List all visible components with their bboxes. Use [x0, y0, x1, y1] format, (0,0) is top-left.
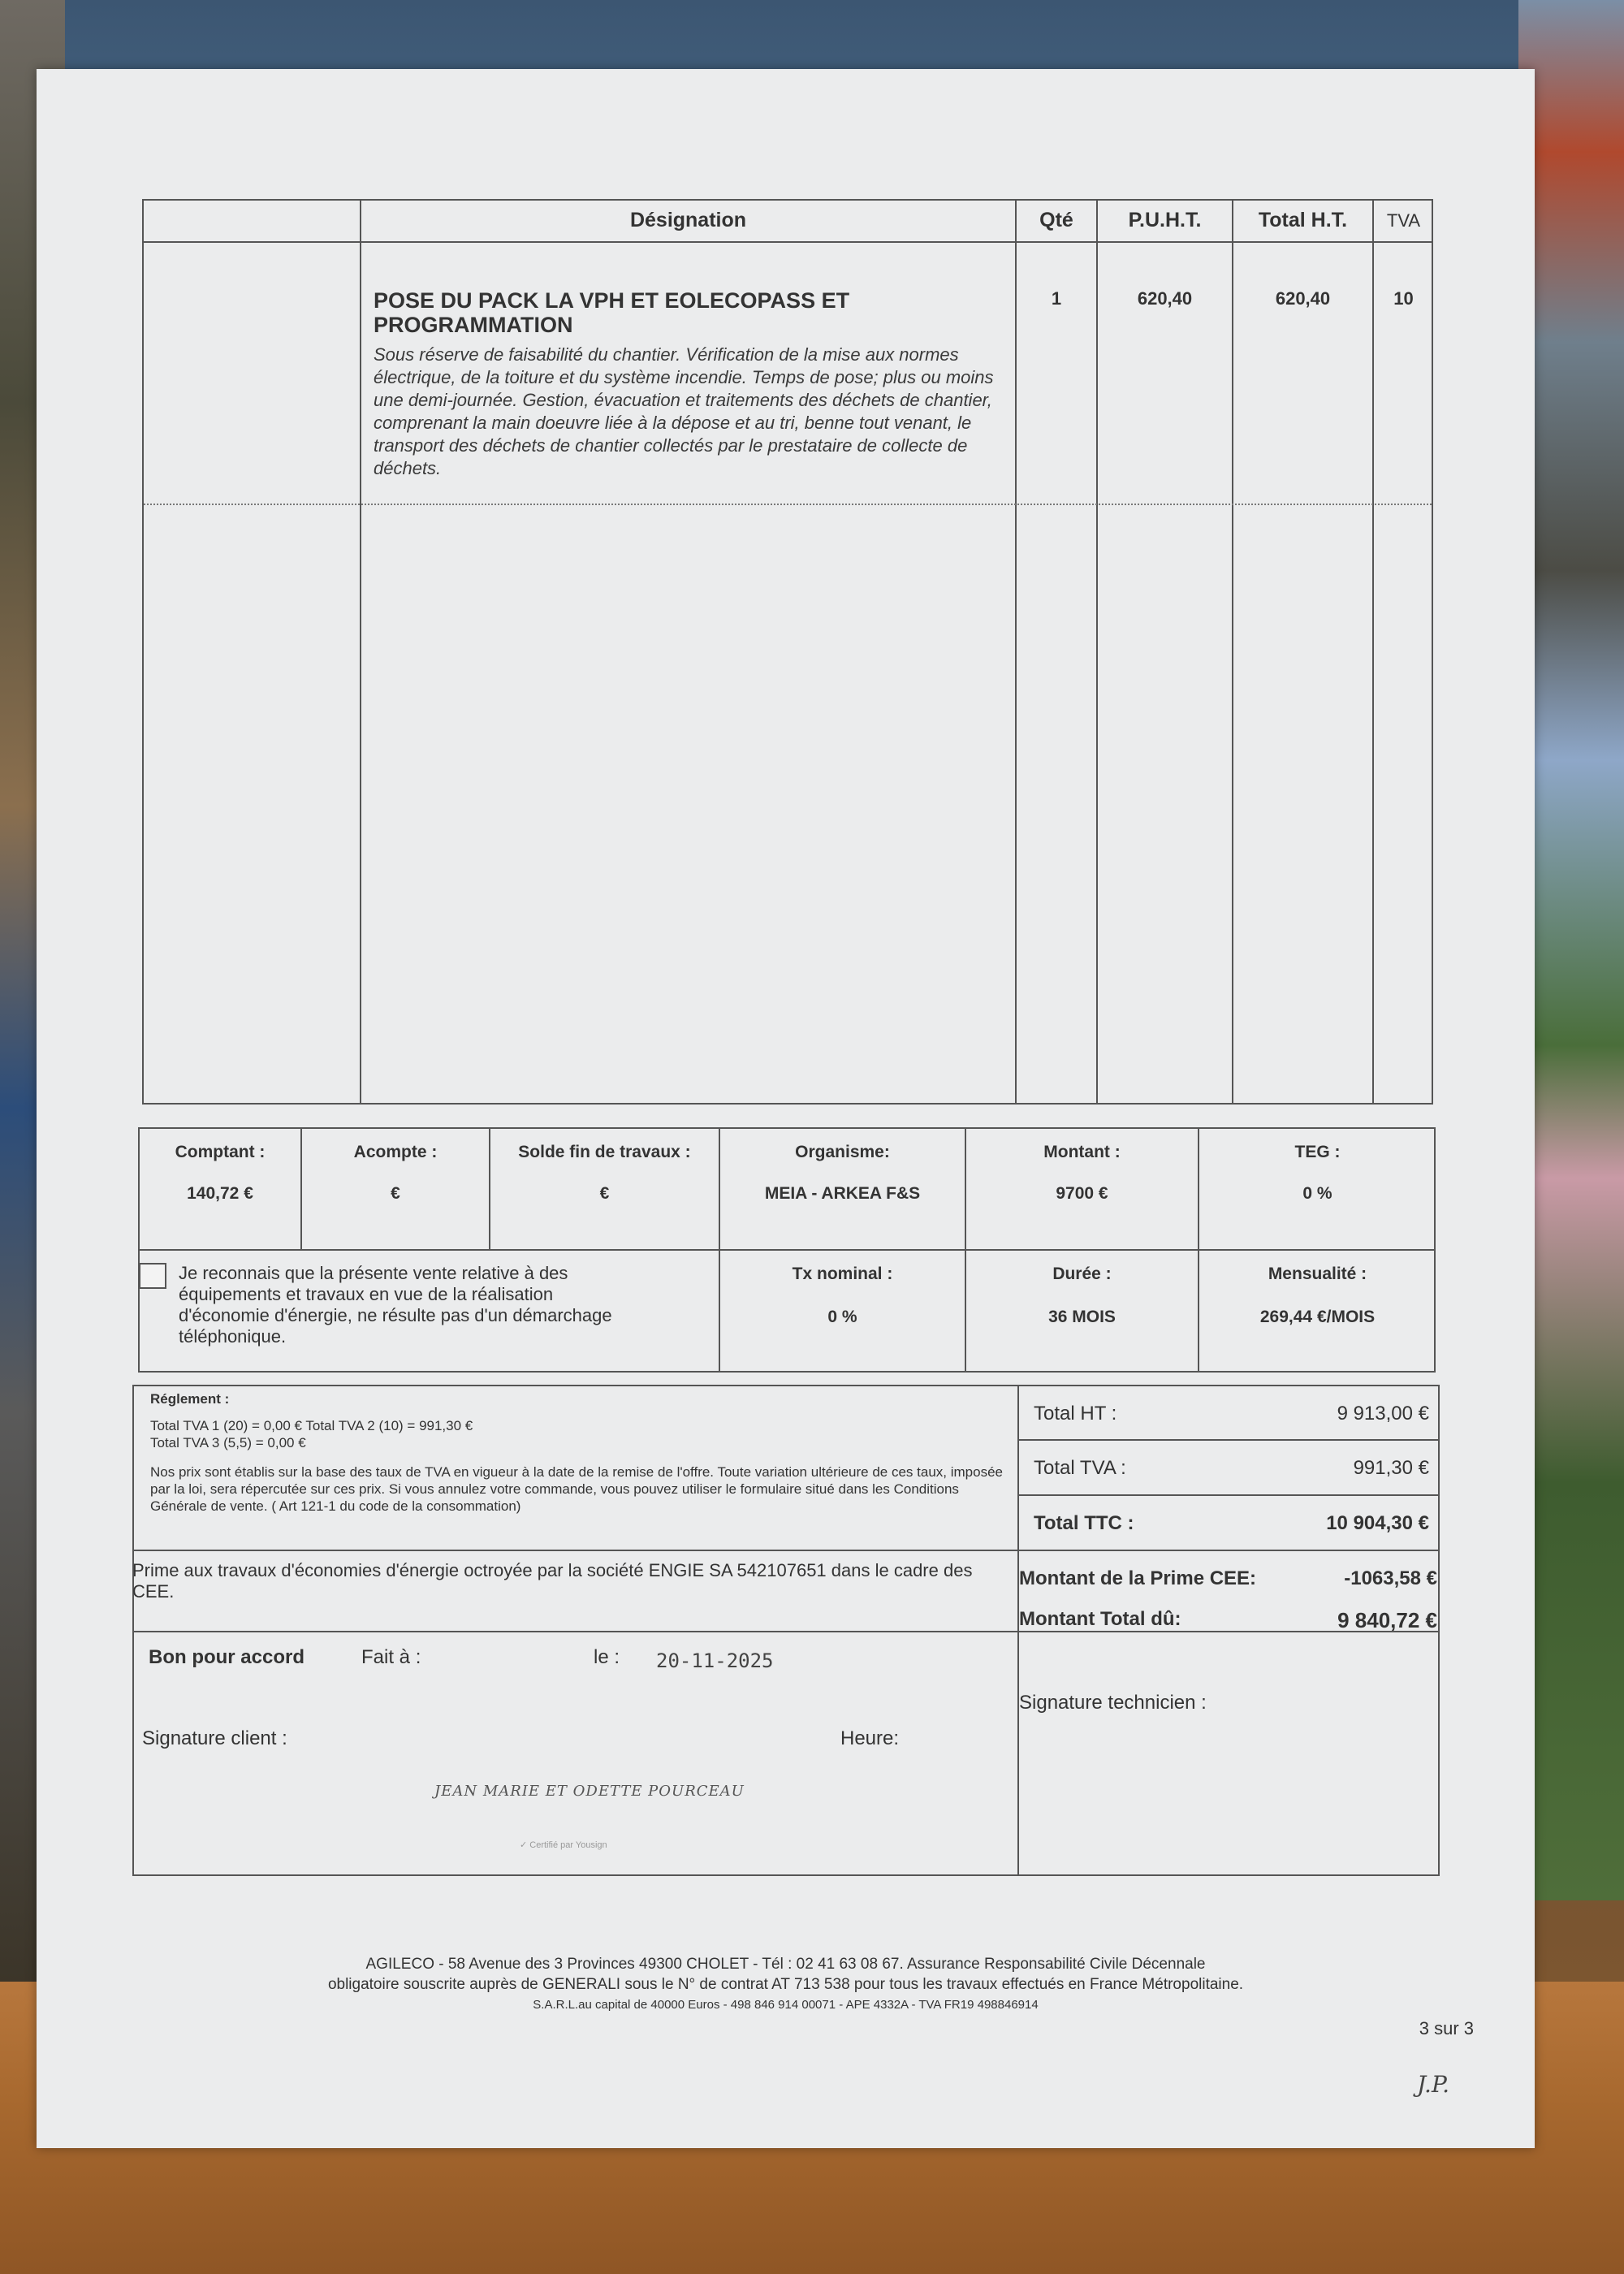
organisme-value: MEIA - ARKEA F&S — [764, 1184, 921, 1203]
declaration-checkbox[interactable] — [139, 1263, 166, 1289]
header-qty: Qté — [1039, 209, 1073, 231]
date-value: 20-11-2025 — [656, 1649, 774, 1672]
teg-label: TEG : — [1294, 1143, 1341, 1161]
total-ht-value: 9 913,00 € — [1337, 1403, 1429, 1424]
heure-label: Heure: — [840, 1727, 900, 1749]
bon-pour-accord-label: Bon pour accord — [149, 1646, 305, 1668]
acompte-label: Acompte : — [353, 1143, 438, 1161]
organisme-label: Organisme: — [795, 1143, 890, 1161]
prime-cee-value: -1063,58 € — [1344, 1567, 1437, 1589]
item-tva: 10 — [1393, 288, 1414, 309]
teg-value: 0 % — [1302, 1184, 1332, 1203]
solde-value: € — [599, 1184, 610, 1203]
mensualite-value: 269,44 €/MOIS — [1259, 1308, 1376, 1326]
acompte-value: € — [391, 1184, 400, 1203]
mensualite-label: Mensualité : — [1268, 1265, 1367, 1283]
tx-nominal-label: Tx nominal : — [792, 1265, 893, 1283]
prime-cee-label: Montant de la Prime CEE: — [1019, 1567, 1257, 1589]
montant-total-du-value: 9 840,72 € — [1337, 1608, 1437, 1632]
header-designation: Désignation — [629, 209, 747, 231]
total-ttc-value: 10 904,30 € — [1326, 1512, 1429, 1534]
client-signature: JEAN MARIE ET ODETTE POURCEAU — [434, 1783, 745, 1800]
signature-client-label: Signature client : — [142, 1727, 287, 1749]
declaration-text: Je reconnais que la présente vente relative à des équipements et travaux en vue de la réalisation d'économie d'énergie, ne résulte pas d'un démarchage téléphonique. — [179, 1263, 612, 1347]
invoice-page — [37, 69, 1535, 2148]
total-ttc-label: Total TTC : — [1034, 1512, 1134, 1534]
montant-label: Montant : — [1043, 1143, 1121, 1161]
footer-line3: S.A.R.L.au capital de 40000 Euros - 498 846 914 00071 - APE 4332A - TVA FR19 498846914 — [533, 1998, 1039, 2012]
duree-label: Durée : — [1052, 1265, 1112, 1283]
header-divider — [142, 241, 1433, 243]
tx-nominal-value: 0 % — [827, 1308, 857, 1326]
header-total-ht: Total H.T. — [1258, 209, 1348, 231]
date-label: le : — [594, 1646, 620, 1668]
comptant-label: Comptant : — [175, 1143, 266, 1161]
initials: J.P. — [1417, 2071, 1450, 2098]
item-total-ht: 620,40 — [1275, 288, 1331, 309]
fait-a-label: Fait à : — [361, 1646, 421, 1668]
page-number: 3 sur 3 — [1419, 2018, 1474, 2038]
item-title: POSE DU PACK LA VPH ET EOLECOPASS ET PROGRAMMATION — [374, 288, 850, 337]
solde-label: Solde fin de travaux : — [518, 1143, 691, 1161]
total-tva-label: Total TVA : — [1034, 1457, 1126, 1479]
footer-line2: obligatoire souscrite auprès de GENERALI sous le N° de contrat AT 713 538 pour tous les travaux effectués en France Métropolitaine. — [327, 1976, 1244, 1993]
header-tva: TVA — [1386, 210, 1421, 231]
price-notice: Nos prix sont établis sur la base des taux de TVA en vigueur à la date de la remise de l'offre. Toute variation ultérieure de ces taux, imposée par la loi, sera répercutée sur ces prix. Si vous annulez votre commande, vous pouvez utiliser le formulaire situé dans les Conditions Générale de vente. ( Art 121-1 du code de la consommation) — [150, 1464, 1003, 1514]
signature-technicien-label: Signature technicien : — [1019, 1692, 1207, 1714]
montant-total-du-label: Montant Total dû: — [1019, 1608, 1181, 1630]
footer-line1: AGILECO - 58 Avenue des 3 Provinces 49300 CHOLET - Tél : 02 41 63 08 67. Assurance Responsabilité Civile Décennale — [365, 1956, 1206, 1973]
tva-breakdown-line2: Total TVA 3 (5,5) = 0,00 € — [150, 1435, 306, 1450]
item-puht: 620,40 — [1137, 288, 1193, 309]
prime-cee-text: Prime aux travaux d'économies d'énergie octroyée par la société ENGIE SA 542107651 dans le cadre des CEE. — [132, 1560, 973, 1602]
yousign-certification: ✓ Certifié par Yousign — [520, 1840, 607, 1850]
duree-value: 36 MOIS — [1048, 1308, 1116, 1326]
montant-value: 9700 € — [1056, 1184, 1108, 1203]
total-ht-label: Total HT : — [1034, 1403, 1117, 1424]
tva-breakdown-line1: Total TVA 1 (20) = 0,00 € Total TVA 2 (10) = 991,30 € — [150, 1418, 473, 1433]
item-description: Sous réserve de faisabilité du chantier. Vérification de la mise aux normes électrique, de la toiture et du système incendie. Temps de pose; plus ou moins une demi-journée. Gestion, évacuation et traitements des déchets de chantier, comprenant la main doeuvre liée à la dépose et au tri, benne tout venant, le transport des déchets de chantier collectés par le prestataire de collecte de déchets. — [374, 344, 994, 478]
total-tva-value: 991,30 € — [1353, 1457, 1429, 1479]
comptant-value: 140,72 € — [187, 1184, 253, 1203]
item-qty: 1 — [1051, 288, 1062, 309]
reglement-title: Réglement : — [150, 1391, 230, 1407]
header-puht: P.U.H.T. — [1128, 209, 1202, 231]
